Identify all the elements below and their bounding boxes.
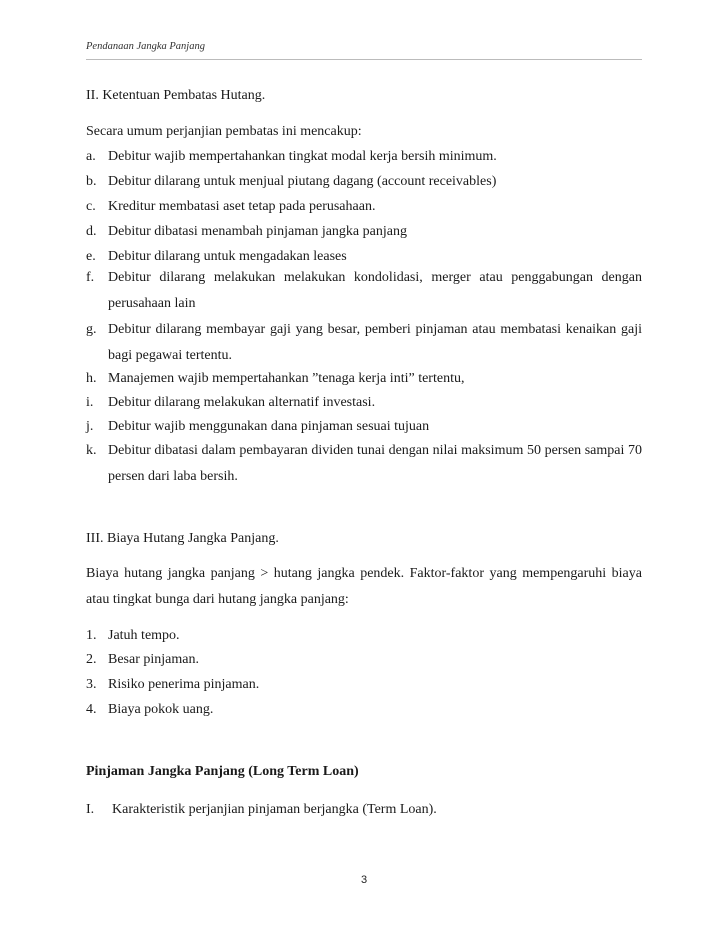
roman-marker: I. bbox=[86, 802, 95, 817]
list-item-text: Debitur wajib mempertahankan tingkat modal kerja bersih minimum. bbox=[108, 149, 497, 164]
list-item-text: Debitur dilarang membayar gaji yang besar, pemberi pinjaman atau membatasi kenaikan gaji bagi pegawai tertentu. bbox=[108, 322, 642, 363]
list-item bbox=[86, 144, 642, 170]
list-item bbox=[86, 647, 642, 673]
list-item bbox=[86, 438, 642, 490]
section-2-intro: Secara umum perjanjian pembatas ini mencakup: bbox=[86, 124, 362, 139]
list-item-text: Jatuh tempo. bbox=[108, 628, 180, 643]
list-item bbox=[86, 697, 642, 723]
running-header: Pendanaan Jangka Panjang bbox=[86, 41, 205, 52]
list-item bbox=[86, 414, 642, 440]
loan-subheading-text: Karakteristik perjanjian pinjaman berjangka (Term Loan). bbox=[112, 802, 437, 817]
list-item-text: Debitur wajib menggunakan dana pinjaman sesuai tujuan bbox=[108, 419, 430, 434]
list-marker: c. bbox=[86, 199, 96, 214]
list-marker: b. bbox=[86, 174, 97, 189]
list-marker: j. bbox=[86, 419, 94, 434]
section-3-heading: III. Biaya Hutang Jangka Panjang. bbox=[86, 531, 279, 546]
list-marker: 3. bbox=[86, 677, 97, 692]
list-item-text: Kreditur membatasi aset tetap pada perusahaan. bbox=[108, 199, 376, 214]
list-item-text: Besar pinjaman. bbox=[108, 652, 199, 667]
list-item bbox=[86, 194, 642, 220]
list-marker: f. bbox=[86, 270, 95, 285]
list-item-text: Debitur dilarang melakukan melakukan kondolidasi, merger atau penggabungan dengan perusahaan lain bbox=[108, 270, 642, 311]
list-marker: 1. bbox=[86, 628, 97, 643]
list-marker: d. bbox=[86, 224, 97, 239]
list-marker: i. bbox=[86, 395, 94, 410]
header-rule bbox=[86, 59, 642, 60]
list-item-text: Debitur dibatasi dalam pembayaran dividen tunai dengan nilai maksimum 50 persen sampai 70 persen dari laba bersih. bbox=[108, 443, 642, 484]
list-marker: e. bbox=[86, 249, 96, 264]
list-item bbox=[86, 219, 642, 245]
list-item bbox=[86, 672, 642, 698]
list-marker: 2. bbox=[86, 652, 97, 667]
list-item-text: Biaya pokok uang. bbox=[108, 702, 214, 717]
list-item-text: Debitur dilarang untuk mengadakan leases bbox=[108, 249, 347, 264]
list-item-text: Debitur dilarang melakukan alternatif investasi. bbox=[108, 395, 376, 410]
loan-section-heading: Pinjaman Jangka Panjang (Long Term Loan) bbox=[86, 764, 359, 779]
list-marker: 4. bbox=[86, 702, 97, 717]
list-item bbox=[86, 390, 642, 416]
list-marker: g. bbox=[86, 322, 97, 337]
list-marker: a. bbox=[86, 149, 96, 164]
page-number: 3 bbox=[360, 874, 368, 886]
list-item bbox=[86, 623, 642, 649]
loan-subheading bbox=[86, 797, 642, 823]
list-item-text: Manajemen wajib mempertahankan ”tenaga kerja inti” tertentu, bbox=[108, 371, 465, 386]
list-item bbox=[86, 169, 642, 195]
section-3-paragraph: Biaya hutang jangka panjang > hutang jangka pendek. Faktor-faktor yang mempengaruhi biaya atau tingkat bunga dari hutang jangka panjang: bbox=[86, 566, 642, 607]
list-item bbox=[86, 317, 642, 369]
list-item bbox=[86, 265, 642, 317]
list-marker: k. bbox=[86, 443, 97, 458]
list-item-text: Debitur dibatasi menambah pinjaman jangka panjang bbox=[108, 224, 407, 239]
list-item bbox=[86, 366, 642, 392]
list-item-text: Risiko penerima pinjaman. bbox=[108, 677, 260, 692]
list-item-text: Debitur dilarang untuk menjual piutang dagang (account receivables) bbox=[108, 174, 497, 189]
list-marker: h. bbox=[86, 371, 97, 386]
section-2-heading: II. Ketentuan Pembatas Hutang. bbox=[86, 88, 266, 103]
